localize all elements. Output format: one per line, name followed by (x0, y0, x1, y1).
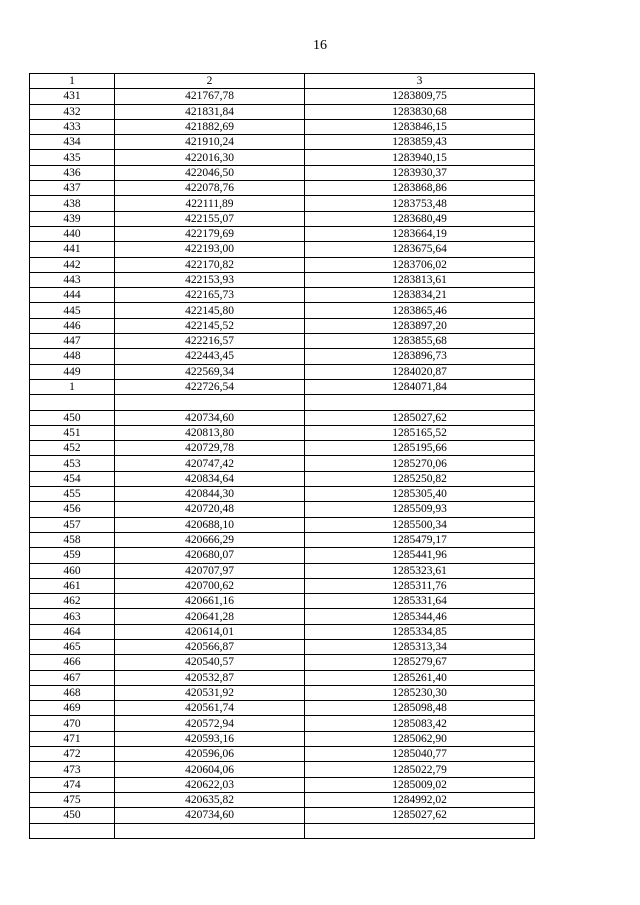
y-coordinate-cell: 1285479,17 (305, 532, 535, 547)
y-coordinate-cell: 1285441,96 (305, 548, 535, 563)
x-coordinate-cell: 421767,78 (115, 89, 305, 104)
x-coordinate-cell: 420604,06 (115, 762, 305, 777)
x-coordinate-cell: 420680,07 (115, 548, 305, 563)
table-row (30, 548, 535, 563)
y-coordinate-cell: 1285313,34 (305, 639, 535, 654)
table-row (30, 670, 535, 685)
table-row (30, 502, 535, 517)
y-coordinate-cell: 1285344,46 (305, 609, 535, 624)
x-coordinate-cell: 422216,57 (115, 334, 305, 349)
y-coordinate-cell: 1285323,61 (305, 563, 535, 578)
table-row (30, 303, 535, 318)
table-row (30, 609, 535, 624)
y-coordinate-cell: 1283859,43 (305, 135, 535, 150)
x-coordinate-cell (115, 823, 305, 838)
y-coordinate-cell: 1283830,68 (305, 104, 535, 119)
y-coordinate-cell: 1283897,20 (305, 318, 535, 333)
point-number-cell: 463 (30, 609, 115, 624)
point-number-cell: 460 (30, 563, 115, 578)
x-coordinate-cell: 420729,78 (115, 441, 305, 456)
x-coordinate-cell: 420688,10 (115, 517, 305, 532)
table-row (30, 135, 535, 150)
y-coordinate-cell (305, 823, 535, 838)
y-coordinate-cell: 1285500,34 (305, 517, 535, 532)
table-row (30, 104, 535, 119)
y-coordinate-cell: 1285165,52 (305, 425, 535, 440)
table-row (30, 318, 535, 333)
table-row (30, 441, 535, 456)
point-number-cell: 462 (30, 594, 115, 609)
y-coordinate-cell: 1283680,49 (305, 211, 535, 226)
x-coordinate-cell: 422170,82 (115, 257, 305, 272)
x-coordinate-cell: 421831,84 (115, 104, 305, 119)
table-row (30, 334, 535, 349)
point-number-cell: 455 (30, 487, 115, 502)
point-number-cell: 439 (30, 211, 115, 226)
table-row (30, 425, 535, 440)
y-coordinate-cell: 1285098,48 (305, 701, 535, 716)
x-coordinate-cell: 422165,73 (115, 288, 305, 303)
point-number-cell: 447 (30, 334, 115, 349)
x-coordinate-cell: 420596,06 (115, 747, 305, 762)
y-coordinate-cell: 1283675,64 (305, 242, 535, 257)
column-header-y: 3 (305, 74, 535, 89)
y-coordinate-cell: 1283809,75 (305, 89, 535, 104)
y-coordinate-cell: 1285334,85 (305, 624, 535, 639)
point-number-cell: 450 (30, 808, 115, 823)
point-number-cell: 449 (30, 364, 115, 379)
point-number-cell: 431 (30, 89, 115, 104)
table-row (30, 532, 535, 547)
x-coordinate-cell: 420747,42 (115, 456, 305, 471)
x-coordinate-cell: 422569,34 (115, 364, 305, 379)
point-number-cell: 443 (30, 272, 115, 287)
x-coordinate-cell: 421882,69 (115, 119, 305, 134)
x-coordinate-cell: 420572,94 (115, 716, 305, 731)
x-coordinate-cell: 420666,29 (115, 532, 305, 547)
point-number-cell: 456 (30, 502, 115, 517)
table-row (30, 211, 535, 226)
y-coordinate-cell: 1283868,86 (305, 181, 535, 196)
point-number-cell: 464 (30, 624, 115, 639)
y-coordinate-cell: 1283940,15 (305, 150, 535, 165)
y-coordinate-cell: 1283865,46 (305, 303, 535, 318)
table-row (30, 747, 535, 762)
x-coordinate-cell: 420720,48 (115, 502, 305, 517)
table-row (30, 792, 535, 807)
table-row (30, 257, 535, 272)
x-coordinate-cell: 422016,30 (115, 150, 305, 165)
point-number-cell: 451 (30, 425, 115, 440)
table-row (30, 395, 535, 410)
y-coordinate-cell: 1283855,68 (305, 334, 535, 349)
y-coordinate-cell: 1285261,40 (305, 670, 535, 685)
y-coordinate-cell: 1283846,15 (305, 119, 535, 134)
point-number-cell: 446 (30, 318, 115, 333)
point-number-cell: 441 (30, 242, 115, 257)
table-row (30, 701, 535, 716)
table-row (30, 716, 535, 731)
y-coordinate-cell: 1284020,87 (305, 364, 535, 379)
y-coordinate-cell: 1285022,79 (305, 762, 535, 777)
table-row (30, 119, 535, 134)
point-number-cell: 436 (30, 165, 115, 180)
point-number-cell: 432 (30, 104, 115, 119)
table-row (30, 731, 535, 746)
point-number-cell (30, 395, 115, 410)
point-number-cell: 473 (30, 762, 115, 777)
x-coordinate-cell: 420614,01 (115, 624, 305, 639)
y-coordinate-cell: 1283664,19 (305, 226, 535, 241)
y-coordinate-cell: 1283896,73 (305, 349, 535, 364)
x-coordinate-cell: 422193,00 (115, 242, 305, 257)
x-coordinate-cell: 420641,28 (115, 609, 305, 624)
y-coordinate-cell: 1283706,02 (305, 257, 535, 272)
y-coordinate-cell: 1283930,37 (305, 165, 535, 180)
x-coordinate-cell: 422111,89 (115, 196, 305, 211)
table-row (30, 823, 535, 838)
table-row (30, 487, 535, 502)
y-coordinate-cell: 1284992,02 (305, 792, 535, 807)
point-number-cell: 453 (30, 456, 115, 471)
x-coordinate-cell: 420844,30 (115, 487, 305, 502)
x-coordinate-cell: 420593,16 (115, 731, 305, 746)
x-coordinate-cell: 420532,87 (115, 670, 305, 685)
x-coordinate-cell: 422155,07 (115, 211, 305, 226)
y-coordinate-cell: 1283834,21 (305, 288, 535, 303)
point-number-cell: 469 (30, 701, 115, 716)
x-coordinate-cell: 420531,92 (115, 685, 305, 700)
point-number-cell: 452 (30, 441, 115, 456)
x-coordinate-cell: 422443,45 (115, 349, 305, 364)
y-coordinate-cell: 1285279,67 (305, 655, 535, 670)
point-number-cell: 465 (30, 639, 115, 654)
table-row (30, 242, 535, 257)
table-row (30, 89, 535, 104)
table-row (30, 594, 535, 609)
table-row (30, 364, 535, 379)
coordinates-table (29, 73, 535, 839)
table-header-row (30, 74, 535, 89)
point-number-cell: 450 (30, 410, 115, 425)
point-number-cell: 461 (30, 578, 115, 593)
table-row (30, 655, 535, 670)
table-row (30, 639, 535, 654)
table-row (30, 563, 535, 578)
y-coordinate-cell: 1285270,06 (305, 456, 535, 471)
y-coordinate-cell: 1285305,40 (305, 487, 535, 502)
point-number-cell: 468 (30, 685, 115, 700)
table-row (30, 808, 535, 823)
table-row (30, 471, 535, 486)
x-coordinate-cell: 421910,24 (115, 135, 305, 150)
point-number-cell: 435 (30, 150, 115, 165)
y-coordinate-cell: 1285509,93 (305, 502, 535, 517)
point-number-cell: 438 (30, 196, 115, 211)
x-coordinate-cell: 420707,97 (115, 563, 305, 578)
point-number-cell: 472 (30, 747, 115, 762)
point-number-cell: 448 (30, 349, 115, 364)
table-row (30, 410, 535, 425)
point-number-cell: 433 (30, 119, 115, 134)
x-coordinate-cell: 422145,52 (115, 318, 305, 333)
point-number-cell: 474 (30, 777, 115, 792)
y-coordinate-cell (305, 395, 535, 410)
y-coordinate-cell: 1285230,30 (305, 685, 535, 700)
point-number-cell: 437 (30, 181, 115, 196)
table-row (30, 349, 535, 364)
x-coordinate-cell: 420661,16 (115, 594, 305, 609)
column-header-point: 1 (30, 74, 115, 89)
y-coordinate-cell: 1285083,42 (305, 716, 535, 731)
point-number-cell (30, 823, 115, 838)
y-coordinate-cell: 1285027,62 (305, 808, 535, 823)
x-coordinate-cell: 422145,80 (115, 303, 305, 318)
table-row (30, 165, 535, 180)
x-coordinate-cell: 422153,93 (115, 272, 305, 287)
page-number: 16 (313, 38, 327, 53)
x-coordinate-cell: 420635,82 (115, 792, 305, 807)
y-coordinate-cell: 1283813,61 (305, 272, 535, 287)
point-number-cell: 444 (30, 288, 115, 303)
point-number-cell: 440 (30, 226, 115, 241)
y-coordinate-cell: 1285009,02 (305, 777, 535, 792)
x-coordinate-cell: 420622,03 (115, 777, 305, 792)
table-row (30, 272, 535, 287)
x-coordinate-cell: 420566,87 (115, 639, 305, 654)
y-coordinate-cell: 1285311,76 (305, 578, 535, 593)
x-coordinate-cell: 422046,50 (115, 165, 305, 180)
y-coordinate-cell: 1284071,84 (305, 379, 535, 394)
x-coordinate-cell: 422078,76 (115, 181, 305, 196)
x-coordinate-cell: 420813,80 (115, 425, 305, 440)
point-number-cell: 457 (30, 517, 115, 532)
point-number-cell: 1 (30, 379, 115, 394)
x-coordinate-cell: 420734,60 (115, 410, 305, 425)
point-number-cell: 442 (30, 257, 115, 272)
x-coordinate-cell (115, 395, 305, 410)
table-row (30, 517, 535, 532)
table-row (30, 456, 535, 471)
y-coordinate-cell: 1285027,62 (305, 410, 535, 425)
y-coordinate-cell: 1285250,82 (305, 471, 535, 486)
x-coordinate-cell: 420561,74 (115, 701, 305, 716)
x-coordinate-cell: 420834,64 (115, 471, 305, 486)
point-number-cell: 466 (30, 655, 115, 670)
point-number-cell: 475 (30, 792, 115, 807)
point-number-cell: 470 (30, 716, 115, 731)
table-row (30, 226, 535, 241)
point-number-cell: 445 (30, 303, 115, 318)
y-coordinate-cell: 1285040,77 (305, 747, 535, 762)
point-number-cell: 434 (30, 135, 115, 150)
table-row (30, 578, 535, 593)
x-coordinate-cell: 420700,62 (115, 578, 305, 593)
point-number-cell: 458 (30, 532, 115, 547)
table-row (30, 150, 535, 165)
table-row (30, 196, 535, 211)
table-row (30, 379, 535, 394)
table-row (30, 685, 535, 700)
x-coordinate-cell: 422726,54 (115, 379, 305, 394)
table-row (30, 624, 535, 639)
y-coordinate-cell: 1283753,48 (305, 196, 535, 211)
point-number-cell: 454 (30, 471, 115, 486)
table-row (30, 181, 535, 196)
column-header-x: 2 (115, 74, 305, 89)
y-coordinate-cell: 1285331,64 (305, 594, 535, 609)
y-coordinate-cell: 1285195,66 (305, 441, 535, 456)
y-coordinate-cell: 1285062,90 (305, 731, 535, 746)
point-number-cell: 459 (30, 548, 115, 563)
table-row (30, 777, 535, 792)
point-number-cell: 471 (30, 731, 115, 746)
x-coordinate-cell: 422179,69 (115, 226, 305, 241)
x-coordinate-cell: 420734,60 (115, 808, 305, 823)
point-number-cell: 467 (30, 670, 115, 685)
x-coordinate-cell: 420540,57 (115, 655, 305, 670)
table-row (30, 288, 535, 303)
table-row (30, 762, 535, 777)
